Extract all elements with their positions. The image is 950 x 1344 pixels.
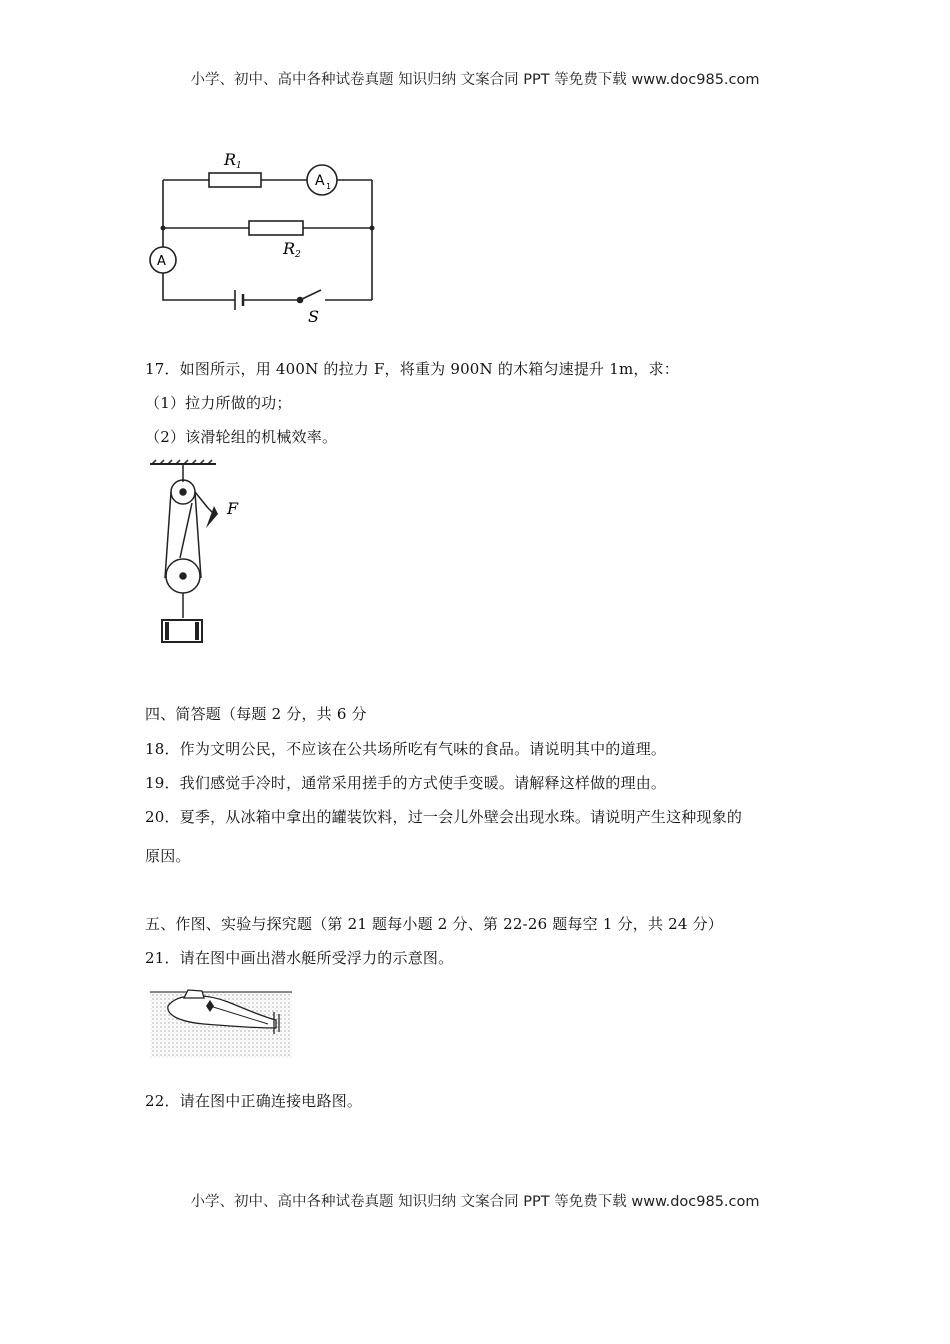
q19: 19．我们感觉手冷时，通常采用搓手的方式使手变暖。请解释这样做的理由。 [145, 774, 667, 792]
r1-subscript: 1 [236, 161, 242, 171]
ammeter-a1-subscript: 1 [326, 182, 332, 191]
q21: 21．请在图中画出潜水艇所受浮力的示意图。 [145, 949, 454, 967]
section5-title: 五、作图、实验与探究题（第 21 题每小题 2 分、第 22-26 题每空 1 分，共 24 分） [145, 915, 723, 933]
q20-line2: 原因。 [145, 847, 191, 865]
submarine-diagram [148, 982, 296, 1060]
page-footer: 小学、初中、高中各种试卷真题 知识归纳 文案合同 PPT 等免费下载 www.doc985.com [190, 1194, 760, 1210]
q22: 22．请在图中正确连接电路图。 [145, 1092, 363, 1110]
r2-subscript: 2 [295, 250, 301, 260]
force-label: F [227, 499, 239, 518]
ammeter-a1-label: A [315, 173, 325, 189]
section4-title: 四、简答题（每题 2 分，共 6 分 [145, 705, 367, 723]
q20-line1: 20．夏季，从冰箱中拿出的罐装饮料，过一会儿外壁会出现水珠。请说明产生这种现象的 [145, 808, 743, 826]
q17-part2: （2）该滑轮组的机械效率。 [145, 428, 338, 446]
r2-label: R [283, 239, 296, 258]
q17-part1: （1）拉力所做的功； [145, 394, 292, 412]
circuit-diagram [145, 140, 385, 325]
q18: 18．作为文明公民，不应该在公共场所吃有气味的食品。请说明其中的道理。 [145, 740, 667, 758]
pulley-diagram [148, 458, 258, 648]
ammeter-a-label: A [157, 254, 166, 269]
q17-stem: 17．如图所示，用 400N 的拉力 F，将重为 900N 的木箱匀速提升 1m，求： [145, 360, 679, 378]
r1-label: R [224, 150, 237, 169]
switch-label: S [308, 307, 319, 325]
page-header: 小学、初中、高中各种试卷真题 知识归纳 文案合同 PPT 等免费下载 www.doc985.com [190, 72, 760, 88]
